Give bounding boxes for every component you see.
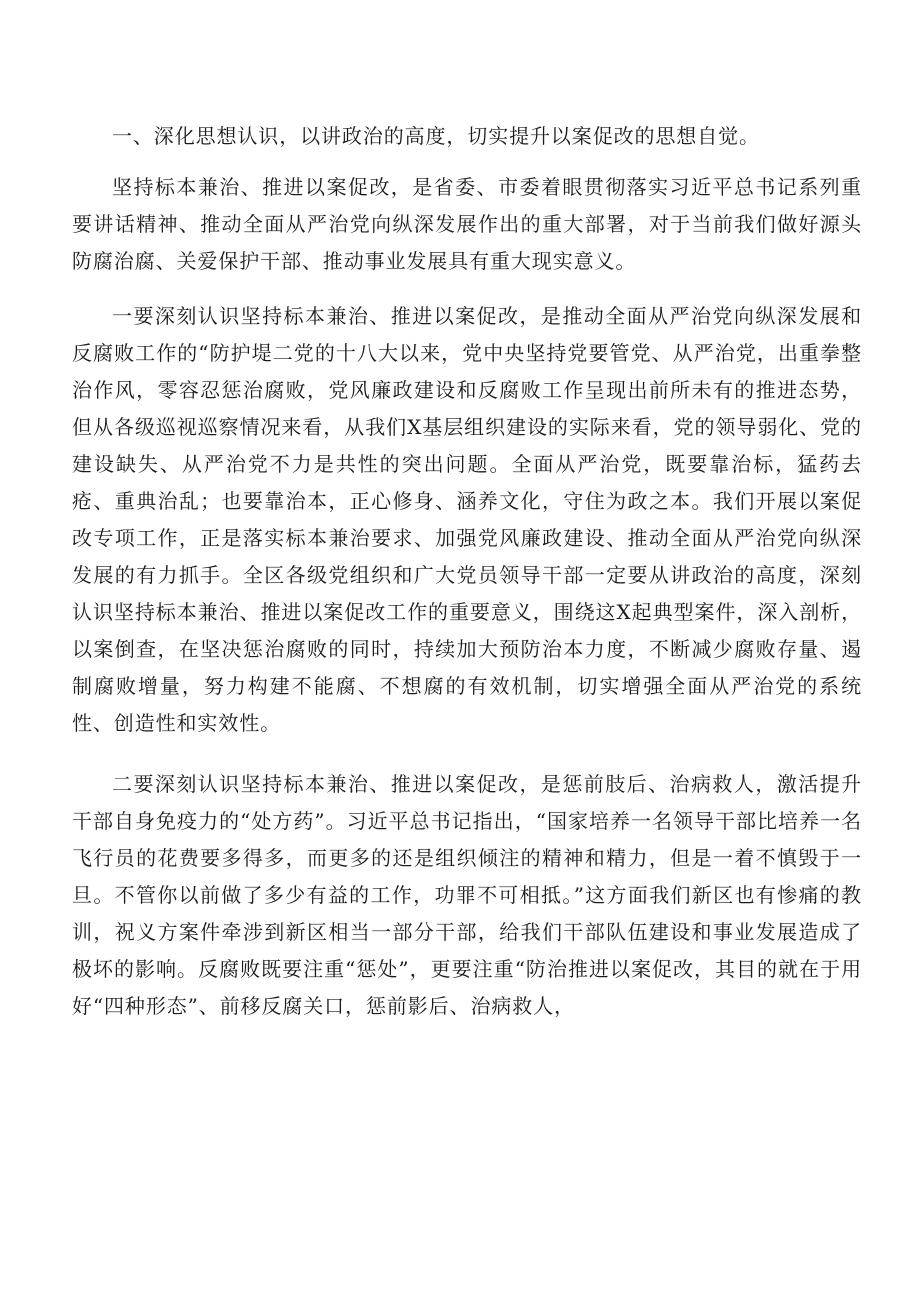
paragraph-point-two: 二要深刻认识坚持标本兼治、推进以案促改，是惩前肢后、治病救人，激活提升干部自身免疫力的“处方药”。习近平总书记指出，“国家培养一名领导干部比培养一名飞行员的花费要多得多，而更多的还是组织倾注的精神和精力，但是一着不慎毁于一旦。不管你以前做了多少有益的工作，功罪不可相抵。”这方面我们新区也有惨痛的教训，祝义方案件牵涉到新区相当一部分干部，给我们干部队伍建设和事业发展造成了极坏的影响。反腐败既要注重“惩处”，更要注重“防治推进以案促改，其目的就在于用好“四种形态”、前移反腐关口，惩前影后、治病救人， (72, 772, 862, 1018)
section-heading: 一、深化思想认识，以讲政治的高度，切实提升以案促改的思想自觉。 (112, 124, 760, 148)
paragraph-point-one: 一要深刻认识坚持标本兼治、推进以案促改，是推动全面从严治党向纵深发展和反腐败工作的“防护堤二党的十八大以来，党中央坚持党要管党、从严治党，出重拳整治作风，零容忍惩治腐败，党风廉政建设和反腐败工作呈现出前所未有的推进态势，但从各级巡视巡察情况来看，从我们X基层组织建设的实际来看，党的领导弱化、党的建设缺失、从严治党不力是共性的突出问题。全面从严治党，既要靠治标，猛药去疮、重典治乱；也要靠治本，正心修身、涵养文化，守住为政之本。我们开展以案促改专项工作，正是落实标本兼治要求、加强党风廉政建设、推动全面从严治党向纵深发展的有力抓手。全区各级党组织和广大党员领导干部一定要从讲政治的高度，深刻认识坚持标本兼治、推进以案促改工作的重要意义，围绕这X起典型案件，深入剖析，以案倒查，在坚决惩治腐败的同时，持续加大预防治本力度，不断减少腐败存量、遏制腐败增量，努力构建不能腐、不想腐的有效机制，切实增强全面从严治党的系统性、创造性和实效性。 (72, 304, 862, 735)
paragraph-intro: 坚持标本兼治、推进以案促改，是省委、市委着眼贯彻落实习近平总书记系列重要讲话精神、推动全面从严治党向纵深发展作出的重大部署，对于当前我们做好源头防腐治腐、关爱保护干部、推动事业发展具有重大现实意义。 (72, 175, 862, 273)
document-body (72, 118, 862, 1025)
